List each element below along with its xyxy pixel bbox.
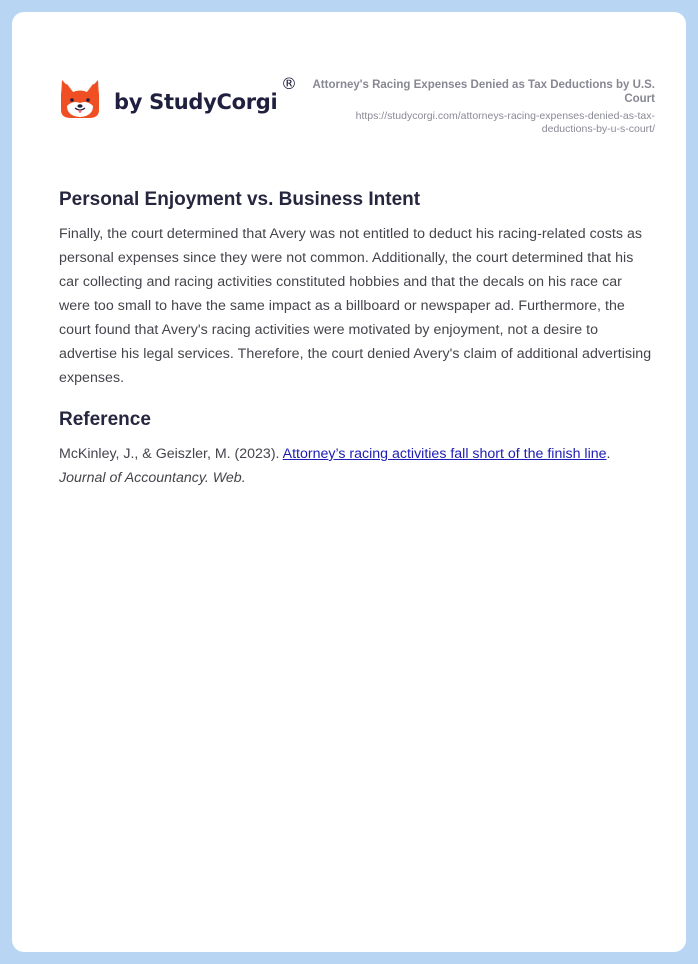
- document-url[interactable]: https://studycorgi.com/attorneys-racing-expenses-denied-as-tax-deductions-by-u-s-court/: [355, 110, 655, 135]
- document-title: Attorney's Racing Expenses Denied as Tax Deductions by U.S. Court: [312, 79, 655, 105]
- logo-wordmark: by StudyCorgi: [114, 90, 278, 114]
- reference-source: Journal of Accountancy. Web.: [59, 470, 246, 486]
- reference-link[interactable]: Attorney’s racing activities fall short of the finish line: [282, 446, 607, 462]
- section-heading: Personal Enjoyment vs. Business Intent: [59, 189, 421, 210]
- section-paragraph: Finally, the court determined that Avery was not entitled to deduct his racing-related costs as personal expenses since they were not common. Additionally, the court determined that his car collecting and racing activities constituted hobbies and that the decals on his race car were too small to have the same impact as a billboard or newspaper ad. Furthermore, the court found that Avery's racing activities were motivated by enjoyment, not a desire to advertise his legal services. Therefore, the court denied Avery's claim of additional advertising expenses.: [59, 226, 652, 386]
- registered-trademark-icon: ®: [281, 74, 297, 93]
- reference-heading: Reference: [59, 409, 151, 430]
- reference-separator: .: [606, 446, 611, 462]
- reference-entry: [59, 442, 655, 490]
- corgi-logo-icon: [59, 76, 101, 122]
- document-meta: [305, 78, 655, 136]
- article-content: [59, 186, 655, 490]
- page-header: [59, 72, 655, 142]
- studycorgi-logo[interactable]: [59, 76, 277, 122]
- reference-authors: McKinley, J., & Geiszler, M. (2023).: [59, 446, 283, 462]
- document-card: [12, 12, 686, 952]
